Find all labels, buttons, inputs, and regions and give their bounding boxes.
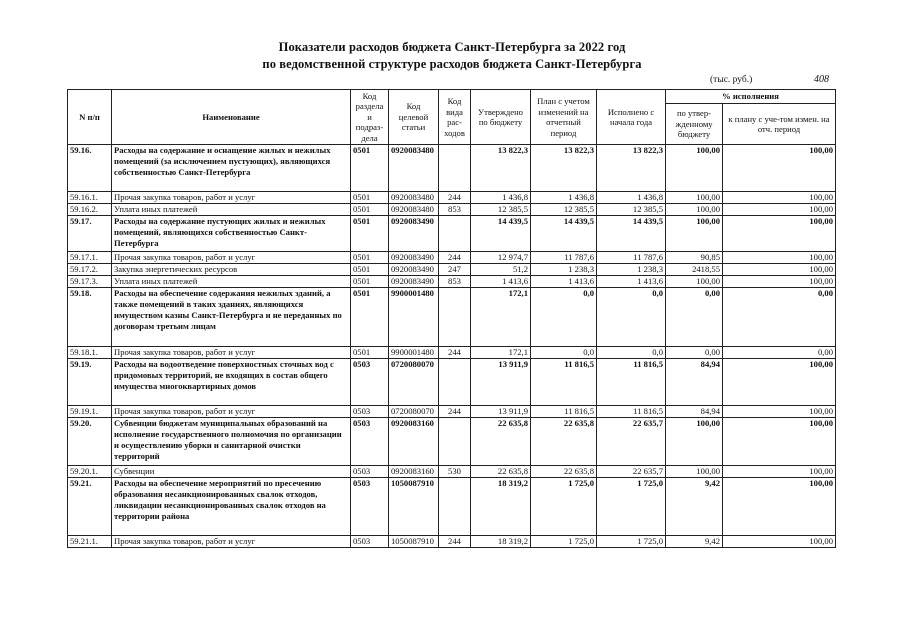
row-isp: 1 725,0 xyxy=(597,536,666,548)
row-vid xyxy=(439,359,471,406)
row-pct-utv: 84,94 xyxy=(666,406,723,418)
row-statya: 0920083480 xyxy=(389,192,439,204)
row-razdel: 0501 xyxy=(351,276,389,288)
table-row-sub xyxy=(68,406,836,418)
row-pct-plan: 100,00 xyxy=(723,145,836,192)
row-plan: 0,0 xyxy=(531,288,597,347)
row-pct-plan: 100,00 xyxy=(723,406,836,418)
row-pct-utv: 2418,55 xyxy=(666,264,723,276)
row-isp: 22 635,7 xyxy=(597,418,666,466)
row-utv: 172,1 xyxy=(471,347,531,359)
row-isp: 11 816,5 xyxy=(597,359,666,406)
report-title-line2: по ведомственной структуре расходов бюджета Санкт-Петербурга xyxy=(262,57,642,71)
row-statya: 0920083490 xyxy=(389,216,439,252)
row-vid xyxy=(439,145,471,192)
row-number: 59.17. xyxy=(68,216,112,252)
row-number: 59.21.1. xyxy=(68,536,112,548)
row-razdel: 0501 xyxy=(351,216,389,252)
row-utv: 1 413,6 xyxy=(471,276,531,288)
header-utv: Утверждено по бюджету xyxy=(471,90,531,145)
row-pct-utv: 100,00 xyxy=(666,216,723,252)
row-statya: 1050087910 xyxy=(389,478,439,536)
header-plan: План с учетом изменений на отчетный период xyxy=(531,90,597,145)
row-vid: 244 xyxy=(439,252,471,264)
row-pct-plan: 100,00 xyxy=(723,478,836,536)
table-row-sub xyxy=(68,536,836,548)
table-row-sub xyxy=(68,204,836,216)
units-label: (тыс. руб.) xyxy=(710,75,753,85)
row-utv: 22 635,8 xyxy=(471,466,531,478)
row-utv: 12 385,5 xyxy=(471,204,531,216)
row-pct-utv: 9,42 xyxy=(666,536,723,548)
row-pct-utv: 100,00 xyxy=(666,466,723,478)
row-name: Расходы на водоотведение поверхностных сточных вод с придомовых территорий, не входящих в состав общего имущества многоквартирных домов xyxy=(112,359,351,406)
row-utv: 12 974,7 xyxy=(471,252,531,264)
report-title-line1: Показатели расходов бюджета Санкт-Петербурга за 2022 год xyxy=(278,40,626,54)
row-statya: 0920083160 xyxy=(389,418,439,466)
table-body xyxy=(68,145,836,548)
table-row-main xyxy=(68,478,836,536)
row-utv: 13 911,9 xyxy=(471,359,531,406)
row-utv: 18 319,2 xyxy=(471,478,531,536)
row-isp: 11 816,5 xyxy=(597,406,666,418)
row-isp: 11 787,6 xyxy=(597,252,666,264)
row-razdel: 0503 xyxy=(351,466,389,478)
row-plan: 1 725,0 xyxy=(531,536,597,548)
row-name: Уплата иных платежей xyxy=(112,276,351,288)
row-razdel: 0501 xyxy=(351,192,389,204)
row-pct-utv: 90,85 xyxy=(666,252,723,264)
row-pct-utv: 0,00 xyxy=(666,288,723,347)
row-vid: 244 xyxy=(439,347,471,359)
row-name: Расходы на содержание пустующих жилых и нежилых помещений, являющихся собственностью Санкт-Петербурга xyxy=(112,216,351,252)
row-statya: 9900001480 xyxy=(389,288,439,347)
row-pct-utv: 100,00 xyxy=(666,145,723,192)
table-row-sub xyxy=(68,192,836,204)
row-pct-plan: 100,00 xyxy=(723,418,836,466)
row-vid xyxy=(439,418,471,466)
row-utv: 22 635,8 xyxy=(471,418,531,466)
row-statya: 0920083490 xyxy=(389,264,439,276)
header-num: N п/п xyxy=(68,90,112,145)
table-row-sub xyxy=(68,264,836,276)
row-pct-plan: 100,00 xyxy=(723,466,836,478)
row-vid: 853 xyxy=(439,276,471,288)
row-vid: 853 xyxy=(439,204,471,216)
budget-table xyxy=(67,89,836,548)
row-razdel: 0503 xyxy=(351,536,389,548)
row-razdel: 0501 xyxy=(351,264,389,276)
row-isp: 0,0 xyxy=(597,347,666,359)
row-name: Прочая закупка товаров, работ и услуг xyxy=(112,347,351,359)
row-razdel: 0503 xyxy=(351,478,389,536)
row-razdel: 0501 xyxy=(351,288,389,347)
row-pct-utv: 84,94 xyxy=(666,359,723,406)
header-name: Наименование xyxy=(112,90,351,145)
row-number: 59.21. xyxy=(68,478,112,536)
row-isp: 1 725,0 xyxy=(597,478,666,536)
row-name: Прочая закупка товаров, работ и услуг xyxy=(112,252,351,264)
table-row-main xyxy=(68,145,836,192)
row-vid xyxy=(439,478,471,536)
header-statya: Код целевой статьи xyxy=(389,90,439,145)
row-plan: 22 635,8 xyxy=(531,418,597,466)
row-name: Субвенции бюджетам муниципальных образований на исполнение государственного полномочия по организации и осуществлению уборки и санитарной очистки территорий xyxy=(112,418,351,466)
row-statya: 0920083480 xyxy=(389,204,439,216)
row-name: Расходы на содержание и оснащение жилых и нежилых помещений (за исключением пустующих), являющихся собственностью Санкт-Петербурга xyxy=(112,145,351,192)
table-row-sub xyxy=(68,252,836,264)
row-number: 59.19.1. xyxy=(68,406,112,418)
row-statya: 0920083160 xyxy=(389,466,439,478)
row-plan: 14 439,5 xyxy=(531,216,597,252)
row-name: Прочая закупка товаров, работ и услуг xyxy=(112,406,351,418)
row-razdel: 0501 xyxy=(351,347,389,359)
row-vid: 530 xyxy=(439,466,471,478)
row-plan: 12 385,5 xyxy=(531,204,597,216)
row-number: 59.16.1. xyxy=(68,192,112,204)
row-utv: 172,1 xyxy=(471,288,531,347)
row-isp: 1 436,8 xyxy=(597,192,666,204)
row-pct-utv: 9,42 xyxy=(666,478,723,536)
row-plan: 22 635,8 xyxy=(531,466,597,478)
row-number: 59.16.2. xyxy=(68,204,112,216)
row-name: Субвенции xyxy=(112,466,351,478)
row-pct-plan: 100,00 xyxy=(723,536,836,548)
row-number: 59.16. xyxy=(68,145,112,192)
table-row-main xyxy=(68,359,836,406)
row-name: Закупка энергетических ресурсов xyxy=(112,264,351,276)
row-name: Уплата иных платежей xyxy=(112,204,351,216)
row-pct-plan: 100,00 xyxy=(723,276,836,288)
row-name: Прочая закупка товаров, работ и услуг xyxy=(112,536,351,548)
row-vid xyxy=(439,288,471,347)
header-pct-plan: к плану с уче-том измен. на отч. период xyxy=(723,104,836,145)
row-pct-utv: 100,00 xyxy=(666,418,723,466)
row-pct-plan: 100,00 xyxy=(723,204,836,216)
row-plan: 13 822,3 xyxy=(531,145,597,192)
table-row-main xyxy=(68,418,836,466)
row-number: 59.20. xyxy=(68,418,112,466)
row-statya: 0920083480 xyxy=(389,145,439,192)
row-utv: 14 439,5 xyxy=(471,216,531,252)
row-number: 59.20.1. xyxy=(68,466,112,478)
table-row-main xyxy=(68,216,836,252)
row-statya: 1050087910 xyxy=(389,536,439,548)
header-isp: Исполнено с начала года xyxy=(597,90,666,145)
row-isp: 12 385,5 xyxy=(597,204,666,216)
header-razdel: Код раздела и подраз-дела xyxy=(351,90,389,145)
page-number: 408 xyxy=(814,74,829,85)
row-utv: 51,2 xyxy=(471,264,531,276)
row-razdel: 0503 xyxy=(351,418,389,466)
row-number: 59.17.1. xyxy=(68,252,112,264)
row-pct-utv: 0,00 xyxy=(666,347,723,359)
row-pct-utv: 100,00 xyxy=(666,276,723,288)
row-vid: 247 xyxy=(439,264,471,276)
row-isp: 13 822,3 xyxy=(597,145,666,192)
row-pct-plan: 100,00 xyxy=(723,359,836,406)
row-isp: 0,0 xyxy=(597,288,666,347)
row-razdel: 0503 xyxy=(351,359,389,406)
row-pct-utv: 100,00 xyxy=(666,192,723,204)
row-statya: 0920083490 xyxy=(389,252,439,264)
row-plan: 11 787,6 xyxy=(531,252,597,264)
row-pct-plan: 100,00 xyxy=(723,264,836,276)
row-pct-plan: 100,00 xyxy=(723,192,836,204)
row-utv: 1 436,8 xyxy=(471,192,531,204)
row-razdel: 0501 xyxy=(351,252,389,264)
row-vid: 244 xyxy=(439,192,471,204)
row-statya: 9900001480 xyxy=(389,347,439,359)
row-plan: 1 238,3 xyxy=(531,264,597,276)
table-row-sub xyxy=(68,466,836,478)
row-number: 59.17.3. xyxy=(68,276,112,288)
row-isp: 1 238,3 xyxy=(597,264,666,276)
row-vid: 244 xyxy=(439,406,471,418)
row-utv: 13 822,3 xyxy=(471,145,531,192)
row-statya: 0920083490 xyxy=(389,276,439,288)
row-number: 59.17.2. xyxy=(68,264,112,276)
row-plan: 1 725,0 xyxy=(531,478,597,536)
table-row-sub xyxy=(68,347,836,359)
table-row-sub xyxy=(68,276,836,288)
row-isp: 22 635,7 xyxy=(597,466,666,478)
row-plan: 1 413,6 xyxy=(531,276,597,288)
row-isp: 14 439,5 xyxy=(597,216,666,252)
row-razdel: 0503 xyxy=(351,406,389,418)
row-plan: 11 816,5 xyxy=(531,406,597,418)
row-statya: 0720080070 xyxy=(389,359,439,406)
row-pct-plan: 0,00 xyxy=(723,347,836,359)
row-pct-plan: 100,00 xyxy=(723,216,836,252)
table-row-main xyxy=(68,288,836,347)
row-name: Прочая закупка товаров, работ и услуг xyxy=(112,192,351,204)
row-number: 59.18.1. xyxy=(68,347,112,359)
row-number: 59.18. xyxy=(68,288,112,347)
header-vid: Код вида рас-ходов xyxy=(439,90,471,145)
row-pct-plan: 100,00 xyxy=(723,252,836,264)
row-plan: 1 436,8 xyxy=(531,192,597,204)
row-pct-plan: 0,00 xyxy=(723,288,836,347)
row-plan: 11 816,5 xyxy=(531,359,597,406)
row-pct-utv: 100,00 xyxy=(666,204,723,216)
row-razdel: 0501 xyxy=(351,145,389,192)
row-plan: 0,0 xyxy=(531,347,597,359)
row-vid: 244 xyxy=(439,536,471,548)
header-pct-group: % исполнения xyxy=(666,90,836,104)
row-isp: 1 413,6 xyxy=(597,276,666,288)
row-utv: 13 911,9 xyxy=(471,406,531,418)
header-pct-utv: по утвер-жденному бюджету xyxy=(666,104,723,145)
row-vid xyxy=(439,216,471,252)
row-utv: 18 319,2 xyxy=(471,536,531,548)
row-statya: 0720080070 xyxy=(389,406,439,418)
row-name: Расходы на обеспечение содержания нежилых зданий, а также помещений в таких зданиях, являющихся имуществом казны Санкт-Петербурга и не переданных по договорам третьим лицам xyxy=(112,288,351,347)
row-number: 59.19. xyxy=(68,359,112,406)
row-razdel: 0501 xyxy=(351,204,389,216)
row-name: Расходы на обеспечение мероприятий по пресечению образования несанкционированных свалок отходов, ликвидации несанкционированных свалок отходов на территории района xyxy=(112,478,351,536)
